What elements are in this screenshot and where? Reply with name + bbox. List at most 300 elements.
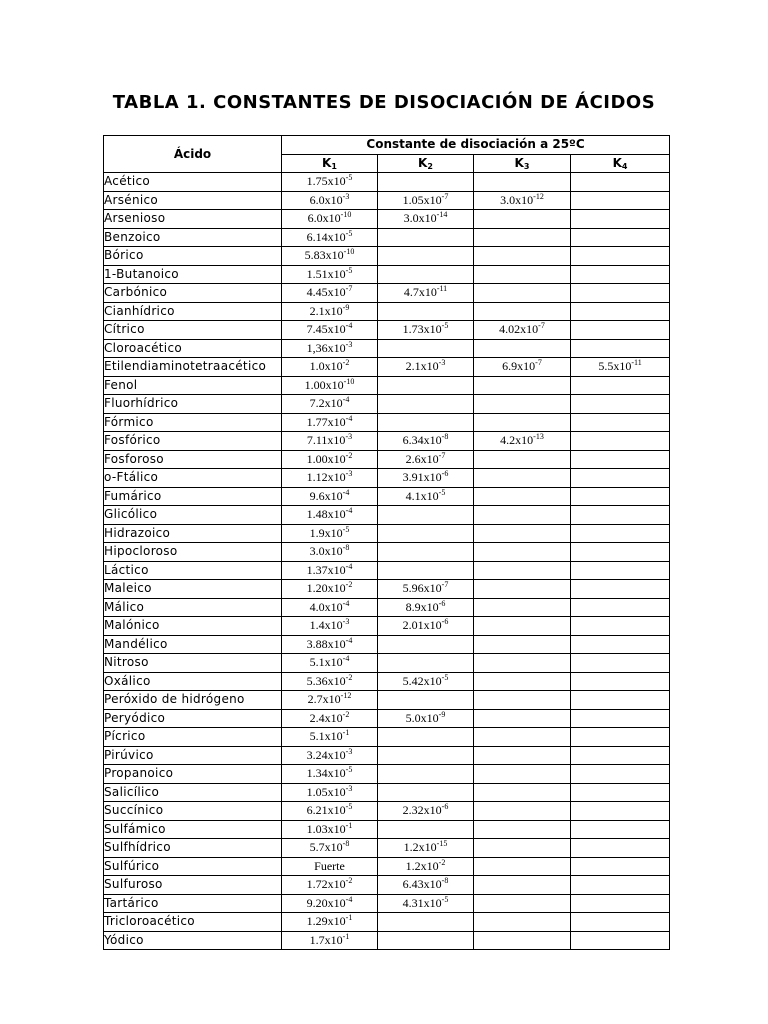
- acid-name: o-Ftálico: [104, 469, 282, 488]
- mantissa: 3.0x10: [309, 544, 343, 559]
- acid-name: Cítrico: [104, 321, 282, 340]
- k2-value: [378, 506, 474, 525]
- exponent: -7: [345, 284, 353, 294]
- mantissa: 3.91x10: [402, 470, 442, 485]
- acid-name: Propanoico: [104, 765, 282, 784]
- k-subscript: 1: [331, 161, 337, 171]
- table-row: [104, 247, 670, 266]
- k3-value: [474, 820, 571, 839]
- k2-value: [378, 321, 474, 340]
- acid-name: Yódico: [104, 931, 282, 950]
- acid-name: Oxálico: [104, 672, 282, 691]
- exponent: -1: [345, 913, 353, 923]
- table-row: [104, 820, 670, 839]
- k1-value: [282, 413, 378, 432]
- table-row: [104, 358, 670, 377]
- exponent: -6: [438, 598, 446, 608]
- table-row: [104, 210, 670, 229]
- k-base: K: [418, 155, 428, 170]
- mantissa: 1.12x10: [306, 470, 346, 485]
- k4-value: [571, 746, 670, 765]
- k4-value: [571, 783, 670, 802]
- table-row: [104, 450, 670, 469]
- mantissa: 6.0x10: [307, 211, 341, 226]
- table-row: [104, 802, 670, 821]
- exponent: -8: [342, 543, 350, 553]
- exponent: -5: [345, 265, 353, 275]
- k1-value: [282, 580, 378, 599]
- k1-value: [282, 802, 378, 821]
- exponent: -4: [345, 894, 353, 904]
- mantissa: 1.34x10: [306, 766, 346, 781]
- k3-value: [474, 191, 571, 210]
- k2-value: [378, 228, 474, 247]
- k2-value: [378, 487, 474, 506]
- k4-value: [571, 339, 670, 358]
- exponent: -2: [342, 358, 350, 368]
- exponent: -10: [343, 376, 355, 386]
- mantissa: 4.2x10: [500, 433, 534, 448]
- k4-value: [571, 543, 670, 562]
- k4-value: [571, 450, 670, 469]
- k1-value: [282, 672, 378, 691]
- k1-value: [282, 173, 378, 192]
- table-header: [104, 136, 670, 173]
- k4-value: [571, 284, 670, 303]
- k2-column-header: [378, 154, 474, 173]
- k1-value: [282, 839, 378, 858]
- k1-value: [282, 635, 378, 654]
- exponent: -3: [345, 469, 353, 479]
- k4-value: [571, 913, 670, 932]
- k4-value: [571, 598, 670, 617]
- table-row: [104, 635, 670, 654]
- table-row: [104, 783, 670, 802]
- mantissa: 1.0x10: [309, 359, 343, 374]
- table-row: [104, 395, 670, 414]
- exponent: -3: [342, 191, 350, 201]
- k1-value: [282, 321, 378, 340]
- k4-value: [571, 894, 670, 913]
- mantissa: 6.34x10: [402, 433, 442, 448]
- exponent: -4: [345, 635, 353, 645]
- k3-value: [474, 765, 571, 784]
- k4-value: [571, 395, 670, 414]
- exponent: -4: [345, 561, 353, 571]
- table-row: [104, 561, 670, 580]
- acid-name: 1-Butanoico: [104, 265, 282, 284]
- k2-value: [378, 802, 474, 821]
- k4-value: [571, 876, 670, 895]
- exponent: -11: [631, 358, 642, 368]
- exponent: -7: [441, 191, 449, 201]
- k2-value: [378, 598, 474, 617]
- acid-name: Tartárico: [104, 894, 282, 913]
- exponent: -4: [342, 395, 350, 405]
- exponent: -10: [343, 247, 355, 257]
- exponent: -9: [438, 709, 446, 719]
- exponent: -2: [438, 857, 446, 867]
- k2-value: [378, 635, 474, 654]
- k-base: K: [612, 155, 622, 170]
- k1-value: [282, 654, 378, 673]
- mantissa: 1.2x10: [405, 858, 439, 873]
- exponent: -5: [438, 487, 446, 497]
- mantissa: 6.0x10: [309, 192, 343, 207]
- page-title: TABLA 1. CONSTANTES DE DISOCIACIÓN DE ÁCIDOS: [112, 92, 656, 113]
- table-row: [104, 709, 670, 728]
- k2-value: [378, 376, 474, 395]
- k3-value: [474, 228, 571, 247]
- k1-value: [282, 857, 378, 876]
- k3-value: [474, 728, 571, 747]
- k4-value: [571, 709, 670, 728]
- mantissa: 4.45x10: [306, 285, 346, 300]
- table-row: [104, 857, 670, 876]
- k1-value: [282, 450, 378, 469]
- mantissa: 1.4x10: [309, 618, 343, 633]
- k-base: K: [514, 155, 524, 170]
- mantissa: 5.1x10: [309, 729, 343, 744]
- acid-name: Acético: [104, 173, 282, 192]
- k3-value: [474, 839, 571, 858]
- k2-value: [378, 654, 474, 673]
- mantissa: 6.21x10: [306, 803, 346, 818]
- exponent: -12: [533, 191, 544, 201]
- exponent: -5: [345, 802, 353, 812]
- k1-value: [282, 376, 378, 395]
- acid-name: Láctico: [104, 561, 282, 580]
- table-row: [104, 506, 670, 525]
- table-row: [104, 487, 670, 506]
- table-row: [104, 580, 670, 599]
- table-row: [104, 469, 670, 488]
- mantissa: 5.0x10: [405, 710, 439, 725]
- exponent: -14: [436, 210, 448, 220]
- acid-name: Maleico: [104, 580, 282, 599]
- k3-value: [474, 339, 571, 358]
- exponent: -5: [441, 321, 449, 331]
- mantissa: 3.0x10: [403, 211, 437, 226]
- k4-value: [571, 302, 670, 321]
- mantissa: 1.05x10: [306, 784, 346, 799]
- table-row: [104, 284, 670, 303]
- mantissa: 1.77x10: [306, 414, 346, 429]
- k1-value: [282, 543, 378, 562]
- k1-value: [282, 265, 378, 284]
- k1-value: [282, 487, 378, 506]
- acid-name: Etilendiaminotetraacético: [104, 358, 282, 377]
- k4-value: [571, 432, 670, 451]
- exponent: -3: [438, 358, 446, 368]
- k1-value: [282, 284, 378, 303]
- exponent: -2: [342, 709, 350, 719]
- mantissa: 1.73x10: [402, 322, 442, 337]
- k3-value: [474, 413, 571, 432]
- k1-value: [282, 395, 378, 414]
- mantissa: 1.03x10: [306, 821, 346, 836]
- k3-value: [474, 802, 571, 821]
- k3-value: [474, 894, 571, 913]
- exponent: -9: [342, 302, 350, 312]
- acid-name: Málico: [104, 598, 282, 617]
- mantissa: 5.5x10: [598, 359, 632, 374]
- table-row: [104, 339, 670, 358]
- table-row: [104, 191, 670, 210]
- mantissa: 7.11x10: [306, 433, 346, 448]
- k4-value: [571, 691, 670, 710]
- mantissa: 6.14x10: [306, 229, 346, 244]
- table-row: [104, 432, 670, 451]
- table-row: [104, 839, 670, 858]
- exponent: -5: [441, 672, 449, 682]
- exponent: -5: [345, 765, 353, 775]
- table-row: [104, 228, 670, 247]
- table-row: [104, 173, 670, 192]
- mantissa: 2.1x10: [405, 359, 439, 374]
- exponent: -3: [342, 617, 350, 627]
- k3-value: [474, 598, 571, 617]
- exponent: -6: [441, 617, 449, 627]
- k1-value: [282, 691, 378, 710]
- exponent: -4: [345, 506, 353, 516]
- table-row: [104, 876, 670, 895]
- k1-value: [282, 469, 378, 488]
- k2-value: [378, 691, 474, 710]
- acid-name: Glicólico: [104, 506, 282, 525]
- acid-name: Fluorhídrico: [104, 395, 282, 414]
- k3-value: [474, 395, 571, 414]
- mantissa: 1.00x10: [304, 377, 344, 392]
- acid-name: Fumárico: [104, 487, 282, 506]
- exponent: -4: [342, 654, 350, 664]
- exponent: -6: [441, 802, 449, 812]
- k3-value: [474, 302, 571, 321]
- k3-value: [474, 469, 571, 488]
- k4-value: [571, 802, 670, 821]
- k1-value: [282, 894, 378, 913]
- k2-value: [378, 173, 474, 192]
- table-row: [104, 765, 670, 784]
- exponent: -3: [345, 783, 353, 793]
- k2-value: [378, 765, 474, 784]
- k1-value: [282, 561, 378, 580]
- k4-value: [571, 561, 670, 580]
- k3-value: [474, 746, 571, 765]
- mantissa: 5.42x10: [402, 673, 442, 688]
- mantissa: 4.0x10: [309, 599, 343, 614]
- table-row: [104, 376, 670, 395]
- k1-value: [282, 783, 378, 802]
- k1-value: [282, 820, 378, 839]
- acid-name: Succínico: [104, 802, 282, 821]
- acid-name: Pirúvico: [104, 746, 282, 765]
- mantissa: 9.20x10: [306, 895, 346, 910]
- table-row: [104, 302, 670, 321]
- k2-value: [378, 413, 474, 432]
- exponent: -5: [342, 524, 350, 534]
- acid-name: Cloroacético: [104, 339, 282, 358]
- k2-value: [378, 302, 474, 321]
- k2-value: [378, 746, 474, 765]
- table-row: [104, 265, 670, 284]
- exponent: -1: [342, 728, 350, 738]
- acid-name: Fosfórico: [104, 432, 282, 451]
- exponent: -8: [441, 432, 449, 442]
- k3-value: [474, 432, 571, 451]
- k3-value: [474, 561, 571, 580]
- k3-value: [474, 173, 571, 192]
- table-row: [104, 894, 670, 913]
- mantissa: 8.9x10: [405, 599, 439, 614]
- exponent: -11: [436, 284, 448, 294]
- k4-value: [571, 857, 670, 876]
- mantissa: 1.9x10: [309, 525, 343, 540]
- mantissa: 1.51x10: [306, 266, 346, 281]
- mantissa: 2.1x10: [309, 303, 343, 318]
- k4-value: [571, 265, 670, 284]
- mantissa: 4.31x10: [402, 895, 442, 910]
- acid-name: Salicílico: [104, 783, 282, 802]
- mantissa: 1.72x10: [306, 877, 346, 892]
- k4-value: [571, 358, 670, 377]
- table-row: [104, 321, 670, 340]
- k3-value: [474, 284, 571, 303]
- k2-value: [378, 617, 474, 636]
- acid-name: Hidrazoico: [104, 524, 282, 543]
- k3-value: [474, 617, 571, 636]
- mantissa: 2.7x10: [307, 692, 341, 707]
- k1-value: [282, 913, 378, 932]
- k1-value: [282, 247, 378, 266]
- k3-value: [474, 487, 571, 506]
- exponent: -2: [345, 450, 353, 460]
- acid-name: Malónico: [104, 617, 282, 636]
- mantissa: 1.00x10: [306, 451, 346, 466]
- k-subscript: 3: [523, 161, 530, 171]
- mantissa: 5.7x10: [309, 840, 343, 855]
- k2-value: [378, 395, 474, 414]
- acid-name: Tricloroacético: [104, 913, 282, 932]
- k3-value: [474, 654, 571, 673]
- mantissa: Fuerte: [314, 858, 345, 873]
- k3-value: [474, 691, 571, 710]
- exponent: -1: [345, 820, 353, 830]
- k2-value: [378, 284, 474, 303]
- acid-name: Arsénico: [104, 191, 282, 210]
- acid-name: Nitroso: [104, 654, 282, 673]
- mantissa: 3.0x10: [500, 192, 534, 207]
- k3-value: [474, 210, 571, 229]
- k2-value: [378, 210, 474, 229]
- mantissa: 1.48x10: [306, 507, 346, 522]
- k2-value: [378, 820, 474, 839]
- mantissa: 2.01x10: [402, 618, 442, 633]
- k2-value: [378, 358, 474, 377]
- mantissa: 4.02x10: [499, 322, 539, 337]
- k4-value: [571, 765, 670, 784]
- acid-name: Sulfuroso: [104, 876, 282, 895]
- mantissa: 5.36x10: [306, 673, 346, 688]
- exponent: -2: [345, 672, 353, 682]
- k3-value: [474, 931, 571, 950]
- k3-value: [474, 580, 571, 599]
- mantissa: 7.2x10: [309, 396, 343, 411]
- exponent: -5: [345, 228, 353, 238]
- table-body: [104, 173, 670, 950]
- mantissa: 1.20x10: [306, 581, 346, 596]
- k3-value: [474, 247, 571, 266]
- exponent: -7: [538, 321, 545, 331]
- k4-value: [571, 931, 670, 950]
- k3-value: [474, 672, 571, 691]
- k3-value: [474, 857, 571, 876]
- exponent: -2: [345, 580, 353, 590]
- acid-name: Fenol: [104, 376, 282, 395]
- mantissa: 1.37x10: [306, 562, 346, 577]
- k3-value: [474, 376, 571, 395]
- mantissa: 3.88x10: [306, 636, 346, 651]
- k2-value: [378, 543, 474, 562]
- table-row: [104, 913, 670, 932]
- k2-value: [378, 580, 474, 599]
- exponent: -10: [340, 210, 352, 220]
- k3-value: [474, 876, 571, 895]
- k2-value: [378, 339, 474, 358]
- k2-value: [378, 857, 474, 876]
- mantissa: 1.29x10: [306, 914, 346, 929]
- k1-value: [282, 210, 378, 229]
- mantissa: 6.9x10: [502, 359, 536, 374]
- exponent: -4: [342, 487, 350, 497]
- mantissa: 1.7x10: [309, 932, 343, 947]
- acid-name: Sulfhídrico: [104, 839, 282, 858]
- k4-column-header: [571, 154, 670, 173]
- k3-value: [474, 709, 571, 728]
- table-row: [104, 654, 670, 673]
- k1-value: [282, 617, 378, 636]
- mantissa: 2.6x10: [405, 451, 439, 466]
- table-row: [104, 598, 670, 617]
- mantissa: 5.96x10: [402, 581, 442, 596]
- mantissa: 4.7x10: [403, 285, 437, 300]
- k2-value: [378, 191, 474, 210]
- k3-value: [474, 783, 571, 802]
- k4-value: [571, 524, 670, 543]
- mantissa: 5.1x10: [309, 655, 343, 670]
- k4-value: [571, 173, 670, 192]
- k4-value: [571, 210, 670, 229]
- k1-value: [282, 339, 378, 358]
- k4-value: [571, 413, 670, 432]
- mantissa: 3.24x10: [306, 747, 346, 762]
- table-row: [104, 728, 670, 747]
- k2-value: [378, 913, 474, 932]
- acid-name: Peróxido de hidrógeno: [104, 691, 282, 710]
- k3-value: [474, 321, 571, 340]
- k4-value: [571, 506, 670, 525]
- k1-value: [282, 931, 378, 950]
- k4-value: [571, 617, 670, 636]
- k2-value: [378, 876, 474, 895]
- exponent: -12: [340, 691, 352, 701]
- exponent: -7: [438, 450, 446, 460]
- mantissa: 1.05x10: [402, 192, 442, 207]
- k1-value: [282, 728, 378, 747]
- k-subscript: 4: [621, 161, 628, 171]
- exponent: -2: [345, 876, 353, 886]
- exponent: -3: [345, 432, 353, 442]
